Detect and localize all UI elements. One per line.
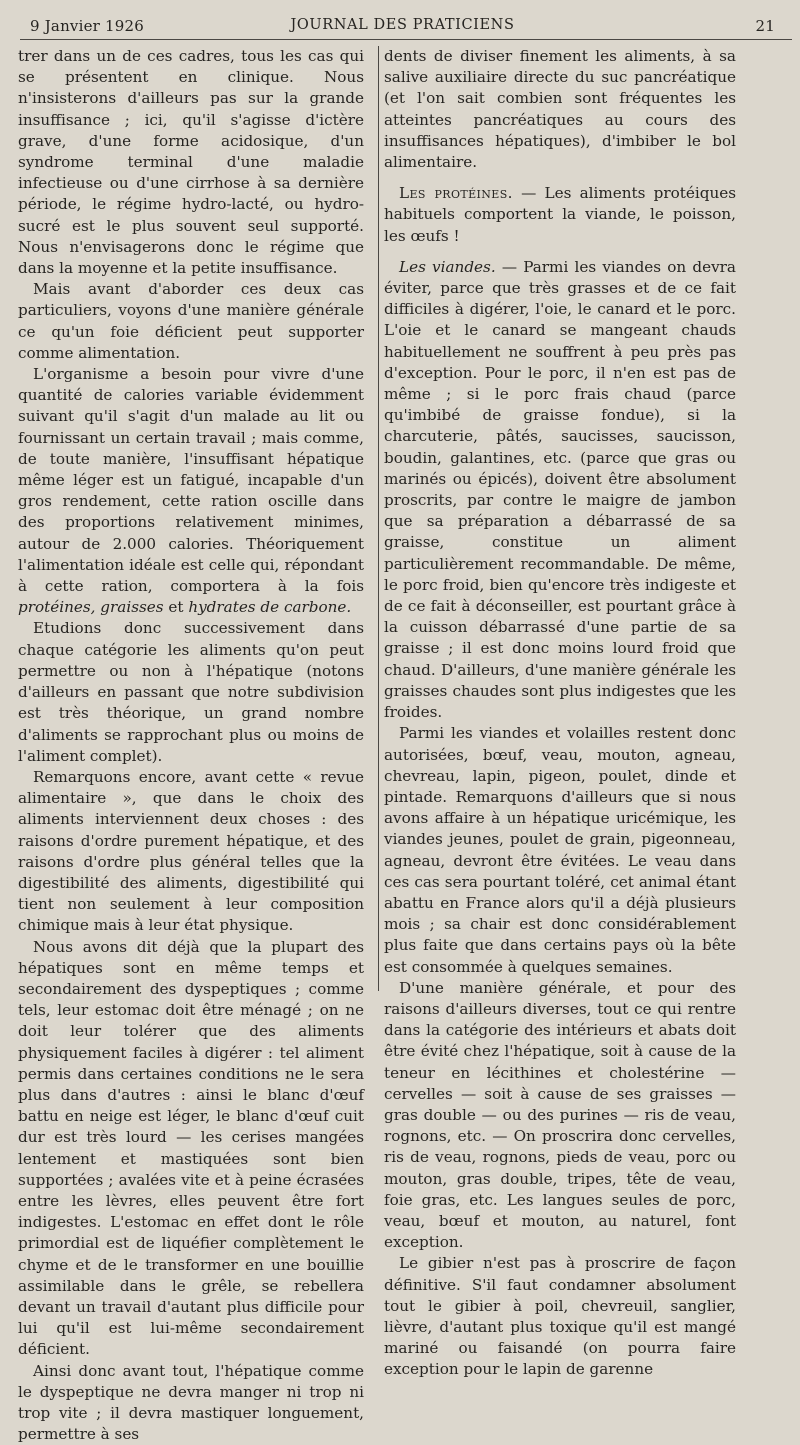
section-heading-proteines: Les protéines.: [399, 184, 513, 203]
emphasis-hydrates: hydrates de carbone.: [188, 598, 352, 617]
paragraph: trer dans un de ces cadres, tous les cas qui se présentent en clinique. Nous n'insisterons d'ailleurs pas sur la grande insuffisance ; ici, qu'il s'agisse d'ictère grave, d'une forme acidosique, d'un syndrome terminal d'une maladie infectieuse ou d'une cirrhose à sa dernière période, le régime hydro-lacté, ou hydro-sucré est le plus souvent seul supporté. Nous n'envisagerons donc le régime que dans la moyenne et la petite insuffisance.: [18, 47, 364, 278]
paragraph-text: L'organisme a besoin pour vivre d'une quantité de calories variable évidemment suivant qu'il s'agit d'un malade au lit ou fournissant un certain travail ; mais comme, de toute manière, l'insuffisant hépatique même léger est un fatigué, incapable d'un gros rendement, cette ration oscille dans des proportions relativement minimes, autour de 2.000 calories. Théoriquement l'alimentation idéale est celle qui, répondant à cette ration, comportera à la fois: [18, 365, 364, 596]
paragraph: Mais avant d'aborder ces deux cas particuliers, voyons d'une manière générale ce qu'un foie déficient peut supporter comme alimentation.: [18, 280, 364, 362]
paragraph: [18, 364, 364, 618]
page-header: [30, 17, 775, 37]
paragraph: Ainsi donc avant tout, l'hépatique comme le dyspeptique ne devra manger ni trop ni trop vite ; il devra mastiquer longuement, permettre à ses: [18, 1361, 364, 1444]
paragraph: Le gibier n'est pas à proscrire de façon définitive. S'il faut condamner absolument tout le gibier à poil, chevreuil, sanglier, lièvre, d'autant plus toxique qu'il est mangé mariné ou faisandé (on pourra faire exception pour le lapin de garenne: [384, 1254, 736, 1379]
left-column: [18, 46, 364, 1445]
section-heading-viandes: Les viandes.: [399, 257, 496, 276]
paragraph-text: et: [163, 598, 189, 617]
emphasis-proteines: protéines,: [18, 598, 96, 617]
paragraph: Parmi les viandes et volailles restent donc autorisées, bœuf, veau, mouton, agneau, chevreau, lapin, pigeon, poulet, dinde et pintade. Remarquons d'ailleurs que si nous avons affaire à un hépatique uricémique, les viandes jeunes, poulet de grain, pigeonneau, agneau, devront être évitées. Le veau dans ces cas sera pourtant toléré, cet animal étant abattu en France alors qu'il a déjà plusieurs mois ; sa chair est donc considérablement plus faite que dans certains pays où la bête est consommée à quelques semaines.: [384, 724, 736, 976]
paragraph: D'une manière générale, et pour des raisons d'ailleurs diverses, tout ce qui rentre dans la catégorie des intérieurs et abats doit être évité chez l'hépatique, soit à cause de la teneur en lécithines et cholestérine — cervelles — soit à cause de ses graisses — gras double — ou des purines — ris de veau, rognons, etc. — On proscrira donc cervelles, ris de veau, rognons, pieds de veau, porc ou mouton, gras double, tripes, tête de veau, foie gras, etc. Les langues seules de porc, veau, bœuf et mouton, au naturel, font exception.: [384, 978, 736, 1252]
paragraph: [384, 183, 736, 247]
column-divider: [378, 46, 379, 991]
paragraph-text: — Parmi les viandes on devra éviter, parce que très grasses et de ce fait difficiles à digérer, l'oie, le canard et le porc. L'oie et le canard se mangeant chauds habituellement ne souffrent à peu près pas d'exception. Pour le porc, il n'en est pas de même ; si le porc frais chaud (parce qu'imbibé de graisse fondue), si la charcuterie, pâtés, saucisses, saucisson, boudin, galantines, etc. (parce que gras ou marinés ou épicés), doivent être absolument proscrits, par contre le maigre de jambon que sa préparation a débarrassé de sa graisse, constitue un aliment particulièrement recommandable. De même, le porc froid, bien qu'encore très indigeste et de ce fait à déconseiller, est pourtant grâce à la cuisson débarrassé d'une partie de sa graisse ; il est donc moins lourd froid que chaud. D'ailleurs, d'une manière générale les graisses chaudes sont plus indigestes que les froides.: [384, 257, 736, 722]
emphasis-graisses: graisses: [100, 598, 164, 617]
header-date: 9 Janvier 1926: [30, 17, 144, 35]
paragraph: Remarquons encore, avant cette « revue alimentaire », que dans le choix des aliments interviennent deux choses : des raisons d'ordre purement hépatique, et des raisons d'ordre plus général telles que la digestibilité des aliments, digestibilité qui tient non seulement à leur composition chimique mais à leur état physique.: [18, 767, 364, 935]
right-column: [384, 46, 736, 1381]
paragraph: Etudions donc successivement dans chaque catégorie les aliments qu'on peut permettre ou non à l'hépatique (notons d'ailleurs en passant que notre subdivision est très théorique, un grand nombre d'aliments se rapprochant plus ou moins de l'aliment complet).: [18, 619, 364, 765]
header-rule: [20, 39, 792, 40]
paragraph-text: — Les aliments protéiques habituels comportent la viande, le poisson, les œufs !: [384, 184, 737, 245]
paragraph: [384, 257, 736, 723]
header-page-number: 21: [755, 17, 775, 35]
paragraph: Nous avons dit déjà que la plupart des hépatiques sont en même temps et secondairement des dyspeptiques ; comme tels, leur estomac doit être ménagé ; on ne doit leur tolérer que des aliments physiquement faciles à digérer : tel aliment permis dans certaines conditions ne le sera plus dans d'autres : ainsi le blanc d'œuf battu en neige est léger, le blanc d'œuf cuit dur est très lourd — les cerises mangées lentement et mastiquées sont bien supportées ; avalées vite et à peine écrasées entre les lèvres, elles peuvent être fort indigestes. L'estomac en effet dont le rôle primordial est de liquéfier complètement le chyme et de le transformer en une bouillie assimilable dans le grêle, se rebellera devant un travail d'autant plus difficile pour lui qu'il est lui-même secondairement déficient.: [18, 937, 364, 1359]
paragraph: dents de diviser finement les aliments, à sa salive auxiliaire directe du suc pancréatique (et l'on sait combien sont fréquentes les atteintes pancréatiques au cours des insuffisances hépatiques), d'imbiber le bol alimentaire.: [384, 47, 736, 172]
header-journal-title: JOURNAL DES PRATICIENS: [290, 17, 515, 33]
